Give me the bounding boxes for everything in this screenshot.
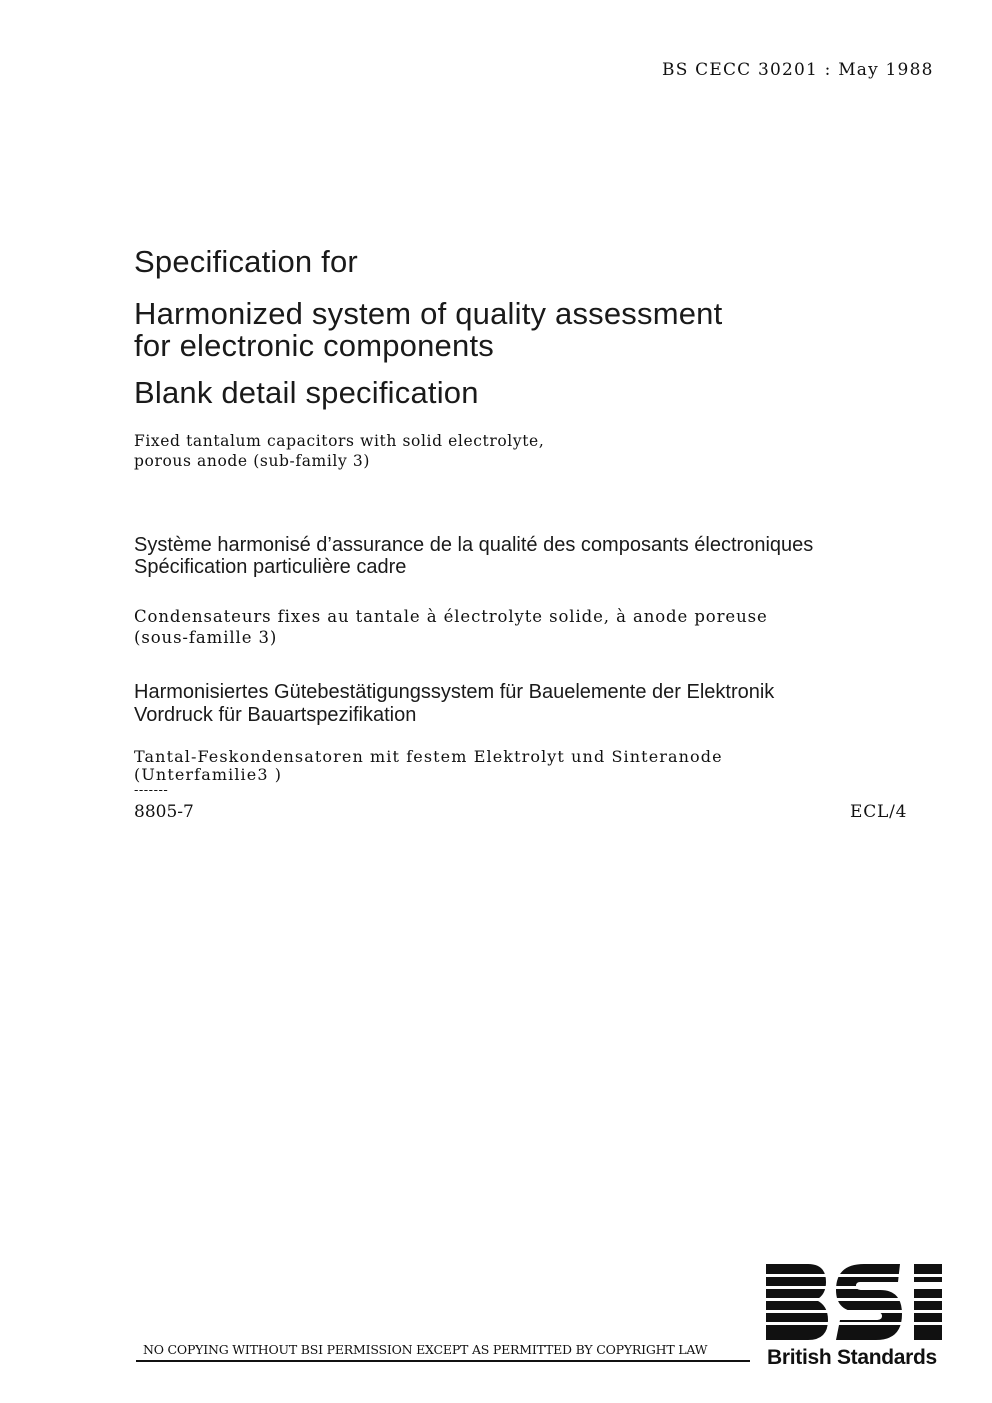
german-subtitle-line-2: (Unterfamilie3 ): [134, 765, 283, 784]
english-title-line-1: Harmonized system of quality assessment: [134, 296, 723, 331]
copyright-notice: NO COPYING WITHOUT BSI PERMISSION EXCEPT AS PERMITTED BY COPYRIGHT LAW: [143, 1342, 708, 1357]
reference-number: 8805-7: [134, 802, 194, 822]
french-subtitle-line-1: Condensateurs fixes au tantale à électrolyte solide, à anode poreuse: [134, 607, 768, 626]
english-subtitle-line-2: porous anode (sub-family 3): [134, 452, 370, 470]
german-subtitle-line-1: Tantal-Feskondensatoren mit festem Elektrolyt und Sinteranode: [134, 747, 723, 766]
german-title-line-2: Vordruck für Bauartspezifikation: [134, 704, 417, 726]
french-title-line-2: Spécification particulière cadre: [134, 556, 407, 578]
french-subtitle-line-2: (sous-famille 3): [134, 628, 278, 647]
french-title-line-1: Système harmonisé d’assurance de la qualité des composants électroniques: [134, 534, 814, 556]
english-subtitle-line-1: Fixed tantalum capacitors with solid electrolyte,: [134, 432, 545, 450]
document-reference: BS CECC 30201 : May 1988: [662, 60, 934, 80]
english-title-line-2: for electronic components: [134, 328, 494, 363]
copyright-underline: [136, 1360, 750, 1362]
german-title-line-1: Harmonisiertes Gütebestätigungssystem für Bauelemente der Elektronik: [134, 681, 775, 703]
committee-reference: ECL/4: [850, 802, 908, 822]
separator-dashes: -------: [134, 783, 169, 798]
english-title-line-3: Blank detail specification: [134, 375, 479, 410]
bsi-tagline: British Standards: [767, 1346, 937, 1369]
spec-for-heading: Specification for: [134, 244, 358, 279]
